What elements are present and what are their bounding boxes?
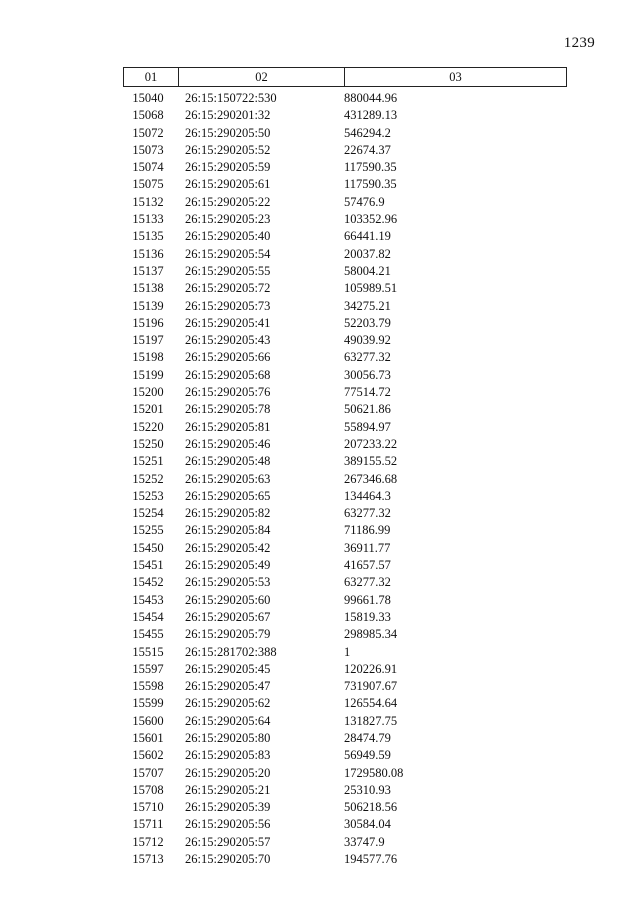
cell-01: 15250 [132,436,164,451]
header-col-01: 01 [124,68,179,86]
cell-03: 1 [344,644,351,659]
cell-01: 15139 [132,298,164,313]
cell-02: 26:15:290205:78 [185,402,271,417]
cell-02: 26:15:290205:84 [185,523,271,538]
table-row [123,471,567,488]
cell-02: 26:15:290205:54 [185,246,271,261]
cell-02: 26:15:290205:67 [185,609,271,624]
cell-03: 126554.64 [344,696,398,711]
cell-02: 26:15:290205:63 [185,471,271,486]
cell-01: 15597 [132,661,164,676]
cell-03: 28474.79 [344,730,391,745]
cell-03: 34275.21 [344,298,391,313]
table-row [123,125,567,142]
table-body [123,90,567,868]
cell-01: 15454 [132,609,164,624]
cell-03: 267346.68 [344,471,398,486]
table-row [123,246,567,263]
cell-03: 50621.86 [344,402,391,417]
table-row [123,453,567,470]
table-header [123,67,567,87]
cell-02: 26:15:290205:48 [185,454,271,469]
cell-03: 56949.59 [344,748,391,763]
cell-01: 15452 [132,575,164,590]
table-row [123,522,567,539]
cell-03: 99661.78 [344,592,391,607]
table-row [123,176,567,193]
table-row [123,367,567,384]
cell-02: 26:15:290205:45 [185,661,271,676]
table-row [123,626,567,643]
cell-03: 20037.82 [344,246,391,261]
cell-03: 120226.91 [344,661,398,676]
cell-02: 26:15:290205:23 [185,212,271,227]
cell-01: 15598 [132,679,164,694]
cell-02: 26:15:290205:82 [185,506,271,521]
cell-02: 26:15:290205:79 [185,627,271,642]
cell-01: 15196 [132,315,164,330]
table-row [123,384,567,401]
cell-03: 63277.32 [344,506,391,521]
cell-01: 15255 [132,523,164,538]
table-row [123,419,567,436]
cell-03: 30584.04 [344,817,391,832]
cell-01: 15073 [132,142,164,157]
cell-01: 15251 [132,454,164,469]
cell-02: 26:15:290205:60 [185,592,271,607]
cell-02: 26:15:290205:46 [185,436,271,451]
cell-03: 207233.22 [344,436,398,451]
cell-03: 731907.67 [344,679,398,694]
cell-02: 26:15:290205:47 [185,679,271,694]
table-row [123,505,567,522]
cell-01: 15197 [132,333,164,348]
cell-01: 15074 [132,160,164,175]
cell-02: 26:15:290205:43 [185,333,271,348]
cell-03: 25310.93 [344,782,391,797]
cell-01: 15133 [132,212,164,227]
cell-01: 15708 [132,782,164,797]
cell-03: 194577.76 [344,852,398,867]
cell-01: 15068 [132,108,164,123]
cell-01: 15453 [132,592,164,607]
cell-03: 389155.52 [344,454,398,469]
cell-03: 55894.97 [344,419,391,434]
cell-03: 57476.9 [344,194,385,209]
table-row [123,332,567,349]
cell-03: 103352.96 [344,212,398,227]
cell-01: 15040 [132,91,164,105]
cell-01: 15710 [132,800,164,815]
table-row [123,574,567,591]
header-col-02: 02 [179,68,345,86]
cell-03: 15819.33 [344,609,391,624]
cell-03: 880044.96 [344,91,398,105]
table-row [123,436,567,453]
table-row [123,298,567,315]
table-row [123,194,567,211]
cell-03: 36911.77 [344,540,391,555]
table-row [123,401,567,418]
cell-01: 15253 [132,488,164,503]
table-row [123,211,567,228]
table-row [123,280,567,297]
cell-03: 506218.56 [344,800,398,815]
cell-01: 15450 [132,540,164,555]
cell-02: 26:15:290205:52 [185,142,271,157]
cell-02: 26:15:290205:62 [185,696,271,711]
cell-01: 15600 [132,713,164,728]
cell-02: 26:15:290205:55 [185,263,271,278]
table-row [123,782,567,799]
cell-02: 26:15:290201:32 [185,108,271,123]
cell-03: 77514.72 [344,385,391,400]
table-row [123,678,567,695]
cell-03: 117590.35 [344,160,397,175]
cell-02: 26:15:290205:68 [185,367,271,382]
cell-03: 63277.32 [344,350,391,365]
table-row [123,315,567,332]
cell-02: 26:15:290205:83 [185,748,271,763]
cell-01: 15075 [132,177,164,192]
cell-03: 33747.9 [344,834,385,849]
cell-02: 26:15:290205:59 [185,160,271,175]
cell-03: 71186.99 [344,523,391,538]
table-row [123,644,567,661]
table-row [123,816,567,833]
cell-02: 26:15:290205:53 [185,575,271,590]
table-row [123,228,567,245]
cell-01: 15599 [132,696,164,711]
table-row [123,799,567,816]
cell-01: 15707 [132,765,164,780]
cell-01: 15199 [132,367,164,382]
table-row [123,540,567,557]
table-row [123,765,567,782]
cell-01: 15138 [132,281,164,296]
cell-02: 26:15:150722:530 [185,91,277,105]
cell-03: 134464.3 [344,488,391,503]
table-row [123,592,567,609]
cell-02: 26:15:290205:40 [185,229,271,244]
cell-02: 26:15:281702:388 [185,644,277,659]
cell-03: 49039.92 [344,333,391,348]
cell-03: 105989.51 [344,281,398,296]
cell-01: 15601 [132,730,164,745]
cell-02: 26:15:290205:76 [185,385,271,400]
cell-02: 26:15:290205:70 [185,852,271,867]
page-number: 1239 [563,35,595,51]
table-row [123,834,567,851]
cell-02: 26:15:290205:61 [185,177,271,192]
table-row [123,851,567,868]
cell-02: 26:15:290205:64 [185,713,271,728]
table-row [123,107,567,124]
cell-01: 15254 [132,506,164,521]
cell-01: 15135 [132,229,164,244]
cell-02: 26:15:290205:65 [185,488,271,503]
cell-01: 15220 [132,419,164,434]
table-row [123,695,567,712]
table-row [123,142,567,159]
cell-01: 15455 [132,627,164,642]
table-row [123,730,567,747]
cell-03: 546294.2 [344,125,391,140]
cell-02: 26:15:290205:39 [185,800,271,815]
cell-01: 15602 [132,748,164,763]
table-row [123,90,567,107]
cell-02: 26:15:290205:20 [185,765,271,780]
cell-01: 15201 [132,402,164,417]
table-row [123,661,567,678]
table-row [123,713,567,730]
table-row [123,159,567,176]
cell-01: 15451 [132,558,164,573]
cell-01: 15712 [132,834,164,849]
cell-01: 15072 [132,125,164,140]
cell-03: 41657.57 [344,558,391,573]
cell-03: 22674.37 [344,142,391,157]
cell-01: 15198 [132,350,164,365]
cell-01: 15711 [132,817,164,832]
cell-03: 431289.13 [344,108,398,123]
cell-01: 15515 [132,644,164,659]
cell-03: 52203.79 [344,315,391,330]
cell-02: 26:15:290205:50 [185,125,271,140]
cell-02: 26:15:290205:49 [185,558,271,573]
cell-02: 26:15:290205:80 [185,730,271,745]
cell-02: 26:15:290205:41 [185,315,271,330]
cell-03: 63277.32 [344,575,391,590]
cell-03: 66441.19 [344,229,391,244]
cell-02: 26:15:290205:66 [185,350,271,365]
cell-02: 26:15:290205:56 [185,817,271,832]
cell-01: 15132 [132,194,164,209]
cell-01: 15713 [132,852,164,867]
cell-03: 298985.34 [344,627,398,642]
table-row [123,263,567,280]
cell-02: 26:15:290205:42 [185,540,271,555]
table-row [123,349,567,366]
header-col-03: 03 [449,70,462,84]
cell-03: 131827.75 [344,713,398,728]
cell-02: 26:15:290205:72 [185,281,271,296]
cell-02: 26:15:290205:21 [185,782,271,797]
cell-03: 117590.35 [344,177,397,192]
cell-02: 26:15:290205:22 [185,194,271,209]
cell-03: 1729580.08 [344,765,404,780]
table-row [123,488,567,505]
table-row [123,557,567,574]
table-row [123,747,567,764]
cell-03: 58004.21 [344,263,391,278]
cell-02: 26:15:290205:57 [185,834,271,849]
table-row [123,609,567,626]
cell-02: 26:15:290205:81 [185,419,271,434]
cell-02: 26:15:290205:73 [185,298,271,313]
data-table [123,67,567,868]
cell-01: 15136 [132,246,164,261]
cell-01: 15200 [132,385,164,400]
cell-01: 15252 [132,471,164,486]
cell-01: 15137 [132,263,164,278]
cell-03: 30056.73 [344,367,391,382]
